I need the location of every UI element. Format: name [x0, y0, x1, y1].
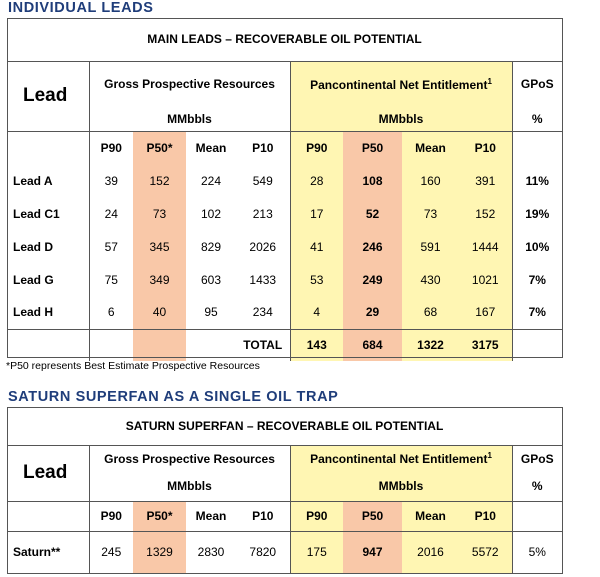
cell-value: 947 — [343, 531, 402, 573]
cell-value: 95 — [204, 305, 218, 320]
pancon-unit: MMbbls — [290, 472, 512, 501]
col-header-net-p90: P90 — [290, 501, 343, 531]
total-value: 1322 — [402, 329, 459, 361]
cell-value: 167 — [459, 296, 512, 329]
table-row — [7, 263, 562, 296]
cell-value: 829 — [200, 239, 222, 254]
cell-value: 152 — [459, 197, 512, 230]
cell-value: 224 — [200, 173, 222, 188]
footnote: *P50 represents Best Estimate Prospective Resources — [6, 360, 260, 372]
row-label: Lead C1 — [7, 197, 89, 230]
cell-value: 108 — [343, 164, 402, 197]
cell-value: 2830 — [197, 545, 225, 560]
section-title-individual-leads: INDIVIDUAL LEADS — [8, 0, 154, 16]
cell-value: 603 — [200, 272, 222, 287]
gpos-unit: % — [512, 472, 562, 501]
gpos-header: GPoS — [512, 61, 562, 107]
table-row — [7, 197, 562, 230]
table-row — [7, 531, 562, 573]
pancontinental-net-header — [290, 61, 512, 107]
row-label: Lead A — [7, 164, 89, 197]
total-label: TOTAL — [243, 338, 283, 353]
cell-value: 73 — [402, 197, 459, 230]
cell-value: 2016 — [402, 531, 459, 573]
cell-value: 249 — [343, 263, 402, 296]
cell-value: 57 — [104, 239, 118, 254]
gpos-unit: % — [512, 107, 562, 131]
cell-value: 430 — [402, 263, 459, 296]
gross-resources-header: Gross Prospective Resources — [104, 77, 275, 92]
cell-value: 52 — [343, 197, 402, 230]
main-leads-table-title: MAIN LEADS – RECOVERABLE OIL POTENTIAL — [147, 32, 422, 47]
pancontinental-net-header-text: Pancontinental Net Entitlement — [310, 77, 488, 92]
cell-value: 175 — [290, 531, 343, 573]
cell-value: 213 — [252, 206, 273, 221]
cell-value: 549 — [252, 173, 273, 188]
cell-value: 4 — [290, 296, 343, 329]
cell-value: 41 — [290, 230, 343, 263]
gpos-value: 7% — [512, 296, 562, 329]
cell-value: 1433 — [249, 272, 277, 287]
col-header-net-mean: Mean — [402, 501, 459, 531]
cell-value: 53 — [290, 263, 343, 296]
gross-resources-header: Gross Prospective Resources — [104, 451, 275, 466]
total-value: 3175 — [459, 329, 512, 361]
col-header-gross-p10: P10 — [252, 509, 274, 523]
cell-value: 152 — [133, 164, 186, 197]
cell-value: 73 — [133, 197, 186, 230]
cell-value: 7820 — [249, 545, 277, 560]
gpos-value: 7% — [512, 263, 562, 296]
col-header-net-mean: Mean — [402, 131, 459, 164]
col-header-gross-p90: P90 — [100, 509, 122, 523]
footnote-marker: 1 — [487, 451, 492, 461]
cell-value: 102 — [200, 206, 222, 221]
cell-value: 2026 — [249, 239, 277, 254]
gpos-header: GPoS — [512, 445, 562, 472]
col-header-net-p50: P50 — [343, 131, 402, 164]
footnote-marker: 1 — [487, 76, 492, 86]
cell-value: 24 — [104, 206, 118, 221]
saturn-superfan-table — [7, 407, 562, 573]
total-value: 143 — [290, 329, 343, 361]
col-header-net-p10: P10 — [459, 501, 512, 531]
cell-value: 345 — [133, 230, 186, 263]
pancon-unit: MMbbls — [290, 107, 512, 131]
col-header-gross-p90: P90 — [100, 140, 122, 155]
gpos-value: 10% — [512, 230, 562, 263]
section-title-saturn-superfan: SATURN SUPERFAN AS A SINGLE OIL TRAP — [8, 389, 339, 405]
cell-value: 68 — [402, 296, 459, 329]
cell-value: 6 — [107, 305, 115, 320]
table-row — [7, 230, 562, 263]
main-leads-table — [7, 18, 562, 361]
table-row — [7, 164, 562, 197]
pancontinental-net-header-text: Pancontinental Net Entitlement — [310, 452, 488, 467]
cell-value: 29 — [343, 296, 402, 329]
gpos-value: 19% — [512, 197, 562, 230]
cell-value: 160 — [402, 164, 459, 197]
cell-value: 1329 — [133, 531, 186, 573]
col-header-net-p10: P10 — [459, 131, 512, 164]
cell-value: 391 — [459, 164, 512, 197]
table-row — [7, 296, 562, 329]
row-label: Lead D — [7, 230, 89, 263]
lead-column-header: Lead — [7, 61, 89, 131]
cell-value: 17 — [290, 197, 343, 230]
lead-column-header: Lead — [7, 445, 89, 501]
gross-unit: MMbbls — [167, 111, 212, 126]
col-header-gross-p50: P50* — [133, 131, 186, 164]
col-header-net-p90: P90 — [290, 131, 343, 164]
cell-value: 1444 — [459, 230, 512, 263]
col-header-gross-mean: Mean — [195, 509, 227, 523]
cell-value: 40 — [133, 296, 186, 329]
cell-value: 39 — [104, 173, 118, 188]
cell-value: 245 — [101, 545, 122, 560]
row-label: Lead G — [7, 263, 89, 296]
col-header-gross-p10: P10 — [252, 140, 274, 155]
saturn-table-title: SATURN SUPERFAN – RECOVERABLE OIL POTENTIAL — [125, 418, 444, 433]
row-label: Lead H — [7, 296, 89, 329]
col-header-gross-p50: P50* — [133, 501, 186, 531]
cell-value: 75 — [104, 272, 118, 287]
gpos-value: 5% — [512, 531, 562, 573]
col-header-gross-mean: Mean — [195, 140, 227, 155]
cell-value: 1021 — [459, 263, 512, 296]
total-value: 684 — [343, 329, 402, 361]
cell-value: 349 — [133, 263, 186, 296]
gross-unit: MMbbls — [167, 479, 212, 494]
gpos-value: 11% — [512, 164, 562, 197]
row-label: Saturn** — [7, 531, 89, 573]
col-header-net-p50: P50 — [343, 501, 402, 531]
cell-value: 5572 — [459, 531, 512, 573]
pancontinental-net-header — [290, 445, 512, 472]
cell-value: 246 — [343, 230, 402, 263]
cell-value: 234 — [252, 305, 273, 320]
cell-value: 591 — [402, 230, 459, 263]
cell-value: 28 — [290, 164, 343, 197]
